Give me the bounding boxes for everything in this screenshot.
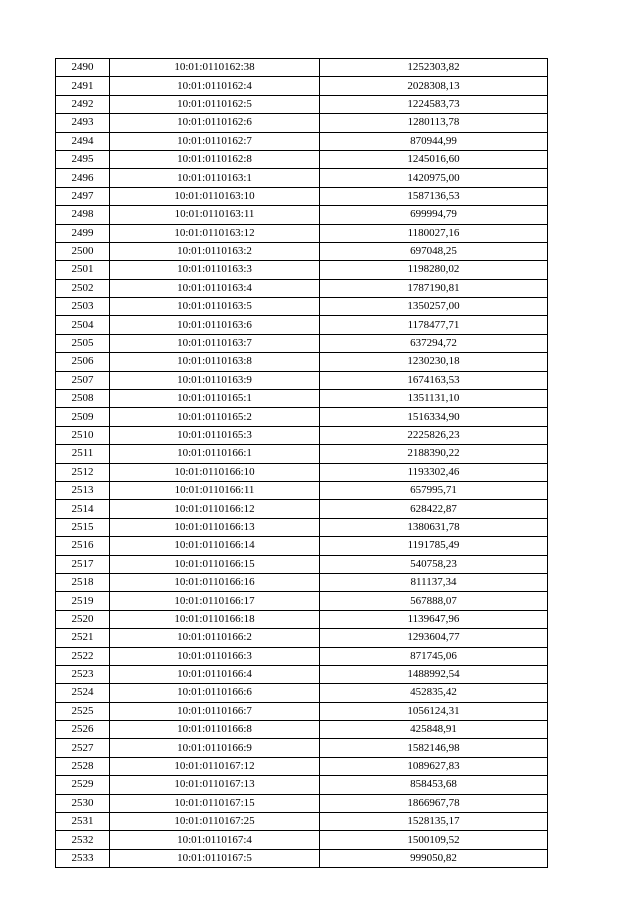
value-cell: 1582146,98 [320, 739, 548, 757]
table-row [56, 592, 548, 610]
cadastral-number-cell: 10:01:0110162:38 [110, 59, 320, 77]
value-cell: 1500109,52 [320, 831, 548, 849]
cadastral-number-cell: 10:01:0110166:1 [110, 445, 320, 463]
cadastral-number-cell: 10:01:0110167:13 [110, 776, 320, 794]
value-cell: 1089627,83 [320, 757, 548, 775]
table-row [56, 371, 548, 389]
table-row [56, 169, 548, 187]
row-number-cell: 2532 [56, 831, 110, 849]
table-row [56, 757, 548, 775]
value-cell: 628422,87 [320, 500, 548, 518]
value-cell: 1420975,00 [320, 169, 548, 187]
cadastral-number-cell: 10:01:0110166:16 [110, 573, 320, 591]
cadastral-number-cell: 10:01:0110163:7 [110, 334, 320, 352]
table-row [56, 426, 548, 444]
value-cell: 1178477,71 [320, 316, 548, 334]
row-number-cell: 2522 [56, 647, 110, 665]
table-row [56, 573, 548, 591]
table-row [56, 702, 548, 720]
cadastral-number-cell: 10:01:0110163:2 [110, 242, 320, 260]
row-number-cell: 2503 [56, 298, 110, 316]
cadastral-number-cell: 10:01:0110167:4 [110, 831, 320, 849]
table-row [56, 647, 548, 665]
cadastral-number-cell: 10:01:0110167:5 [110, 849, 320, 867]
cadastral-number-cell: 10:01:0110166:17 [110, 592, 320, 610]
cadastral-value-table [55, 58, 548, 868]
value-cell: 1380631,78 [320, 518, 548, 536]
row-number-cell: 2529 [56, 776, 110, 794]
cadastral-number-cell: 10:01:0110166:14 [110, 537, 320, 555]
row-number-cell: 2516 [56, 537, 110, 555]
cadastral-number-cell: 10:01:0110167:25 [110, 813, 320, 831]
row-number-cell: 2490 [56, 59, 110, 77]
table-row [56, 500, 548, 518]
cadastral-number-cell: 10:01:0110166:9 [110, 739, 320, 757]
cadastral-number-cell: 10:01:0110163:3 [110, 261, 320, 279]
value-cell: 567888,07 [320, 592, 548, 610]
row-number-cell: 2508 [56, 390, 110, 408]
value-cell: 1280113,78 [320, 114, 548, 132]
cadastral-number-cell: 10:01:0110166:2 [110, 629, 320, 647]
value-cell: 1866967,78 [320, 794, 548, 812]
table-row [56, 279, 548, 297]
table-row [56, 831, 548, 849]
table-row [56, 316, 548, 334]
table-row [56, 390, 548, 408]
row-number-cell: 2504 [56, 316, 110, 334]
row-number-cell: 2514 [56, 500, 110, 518]
table-row [56, 463, 548, 481]
row-number-cell: 2498 [56, 206, 110, 224]
table-row [56, 721, 548, 739]
row-number-cell: 2515 [56, 518, 110, 536]
value-cell: 1224583,73 [320, 95, 548, 113]
row-number-cell: 2531 [56, 813, 110, 831]
table-row [56, 518, 548, 536]
table-row [56, 849, 548, 867]
row-number-cell: 2521 [56, 629, 110, 647]
cadastral-number-cell: 10:01:0110163:6 [110, 316, 320, 334]
row-number-cell: 2505 [56, 334, 110, 352]
row-number-cell: 2497 [56, 187, 110, 205]
cadastral-number-cell: 10:01:0110166:10 [110, 463, 320, 481]
value-cell: 1488992,54 [320, 665, 548, 683]
value-cell: 2028308,13 [320, 77, 548, 95]
cadastral-number-cell: 10:01:0110163:8 [110, 353, 320, 371]
cadastral-number-cell: 10:01:0110163:5 [110, 298, 320, 316]
value-cell: 1056124,31 [320, 702, 548, 720]
cadastral-number-cell: 10:01:0110162:5 [110, 95, 320, 113]
row-number-cell: 2493 [56, 114, 110, 132]
cadastral-number-cell: 10:01:0110165:3 [110, 426, 320, 444]
table-row [56, 114, 548, 132]
row-number-cell: 2527 [56, 739, 110, 757]
row-number-cell: 2496 [56, 169, 110, 187]
row-number-cell: 2520 [56, 610, 110, 628]
cadastral-number-cell: 10:01:0110163:1 [110, 169, 320, 187]
table-row [56, 334, 548, 352]
value-cell: 1528135,17 [320, 813, 548, 831]
table-row [56, 77, 548, 95]
table-row [56, 261, 548, 279]
value-cell: 699994,79 [320, 206, 548, 224]
row-number-cell: 2492 [56, 95, 110, 113]
table-row [56, 242, 548, 260]
value-cell: 1351131,10 [320, 390, 548, 408]
row-number-cell: 2499 [56, 224, 110, 242]
table-row [56, 59, 548, 77]
cadastral-number-cell: 10:01:0110166:6 [110, 684, 320, 702]
row-number-cell: 2509 [56, 408, 110, 426]
cadastral-number-cell: 10:01:0110163:4 [110, 279, 320, 297]
table-row [56, 353, 548, 371]
row-number-cell: 2495 [56, 150, 110, 168]
value-cell: 999050,82 [320, 849, 548, 867]
table-row [56, 555, 548, 573]
value-cell: 1139647,96 [320, 610, 548, 628]
cadastral-number-cell: 10:01:0110162:7 [110, 132, 320, 150]
row-number-cell: 2518 [56, 573, 110, 591]
cadastral-number-cell: 10:01:0110165:2 [110, 408, 320, 426]
value-cell: 637294,72 [320, 334, 548, 352]
value-cell: 1293604,77 [320, 629, 548, 647]
row-number-cell: 2530 [56, 794, 110, 812]
cadastral-number-cell: 10:01:0110165:1 [110, 390, 320, 408]
cadastral-number-cell: 10:01:0110166:15 [110, 555, 320, 573]
row-number-cell: 2523 [56, 665, 110, 683]
table-row [56, 610, 548, 628]
cadastral-number-cell: 10:01:0110166:13 [110, 518, 320, 536]
value-cell: 1674163,53 [320, 371, 548, 389]
row-number-cell: 2528 [56, 757, 110, 775]
value-cell: 2188390,22 [320, 445, 548, 463]
value-cell: 1245016,60 [320, 150, 548, 168]
table-row [56, 684, 548, 702]
cadastral-number-cell: 10:01:0110162:6 [110, 114, 320, 132]
value-cell: 1180027,16 [320, 224, 548, 242]
row-number-cell: 2494 [56, 132, 110, 150]
row-number-cell: 2525 [56, 702, 110, 720]
cadastral-number-cell: 10:01:0110163:11 [110, 206, 320, 224]
value-cell: 1350257,00 [320, 298, 548, 316]
value-cell: 1193302,46 [320, 463, 548, 481]
table-row [56, 794, 548, 812]
value-cell: 657995,71 [320, 481, 548, 499]
table-row [56, 739, 548, 757]
table-row [56, 206, 548, 224]
value-cell: 858453,68 [320, 776, 548, 794]
table-row [56, 224, 548, 242]
row-number-cell: 2501 [56, 261, 110, 279]
table-row [56, 481, 548, 499]
value-cell: 697048,25 [320, 242, 548, 260]
cadastral-number-cell: 10:01:0110167:15 [110, 794, 320, 812]
value-cell: 1191785,49 [320, 537, 548, 555]
cadastral-number-cell: 10:01:0110166:3 [110, 647, 320, 665]
value-cell: 1587136,53 [320, 187, 548, 205]
row-number-cell: 2491 [56, 77, 110, 95]
row-number-cell: 2500 [56, 242, 110, 260]
row-number-cell: 2513 [56, 481, 110, 499]
value-cell: 1252303,82 [320, 59, 548, 77]
table-row [56, 298, 548, 316]
cadastral-number-cell: 10:01:0110166:8 [110, 721, 320, 739]
row-number-cell: 2512 [56, 463, 110, 481]
row-number-cell: 2519 [56, 592, 110, 610]
table-row [56, 776, 548, 794]
value-cell: 1198280,02 [320, 261, 548, 279]
row-number-cell: 2502 [56, 279, 110, 297]
value-cell: 452835,42 [320, 684, 548, 702]
value-cell: 1516334,90 [320, 408, 548, 426]
cadastral-number-cell: 10:01:0110166:12 [110, 500, 320, 518]
value-cell: 1230230,18 [320, 353, 548, 371]
cadastral-number-cell: 10:01:0110166:7 [110, 702, 320, 720]
value-cell: 2225826,23 [320, 426, 548, 444]
table-row [56, 187, 548, 205]
table-row [56, 537, 548, 555]
cadastral-number-cell: 10:01:0110162:4 [110, 77, 320, 95]
table-row [56, 445, 548, 463]
row-number-cell: 2524 [56, 684, 110, 702]
cadastral-number-cell: 10:01:0110163:12 [110, 224, 320, 242]
cadastral-number-cell: 10:01:0110166:11 [110, 481, 320, 499]
value-cell: 540758,23 [320, 555, 548, 573]
cadastral-number-cell: 10:01:0110167:12 [110, 757, 320, 775]
table-body [56, 59, 548, 868]
table-row [56, 813, 548, 831]
row-number-cell: 2517 [56, 555, 110, 573]
cadastral-number-cell: 10:01:0110163:10 [110, 187, 320, 205]
table-row [56, 95, 548, 113]
row-number-cell: 2506 [56, 353, 110, 371]
row-number-cell: 2510 [56, 426, 110, 444]
cadastral-number-cell: 10:01:0110162:8 [110, 150, 320, 168]
value-cell: 871745,06 [320, 647, 548, 665]
value-cell: 870944,99 [320, 132, 548, 150]
row-number-cell: 2507 [56, 371, 110, 389]
cadastral-number-cell: 10:01:0110166:4 [110, 665, 320, 683]
table-row [56, 629, 548, 647]
table-row [56, 665, 548, 683]
table-row [56, 150, 548, 168]
table-row [56, 408, 548, 426]
row-number-cell: 2511 [56, 445, 110, 463]
table-row [56, 132, 548, 150]
value-cell: 425848,91 [320, 721, 548, 739]
cadastral-number-cell: 10:01:0110163:9 [110, 371, 320, 389]
cadastral-number-cell: 10:01:0110166:18 [110, 610, 320, 628]
value-cell: 811137,34 [320, 573, 548, 591]
value-cell: 1787190,81 [320, 279, 548, 297]
row-number-cell: 2526 [56, 721, 110, 739]
row-number-cell: 2533 [56, 849, 110, 867]
